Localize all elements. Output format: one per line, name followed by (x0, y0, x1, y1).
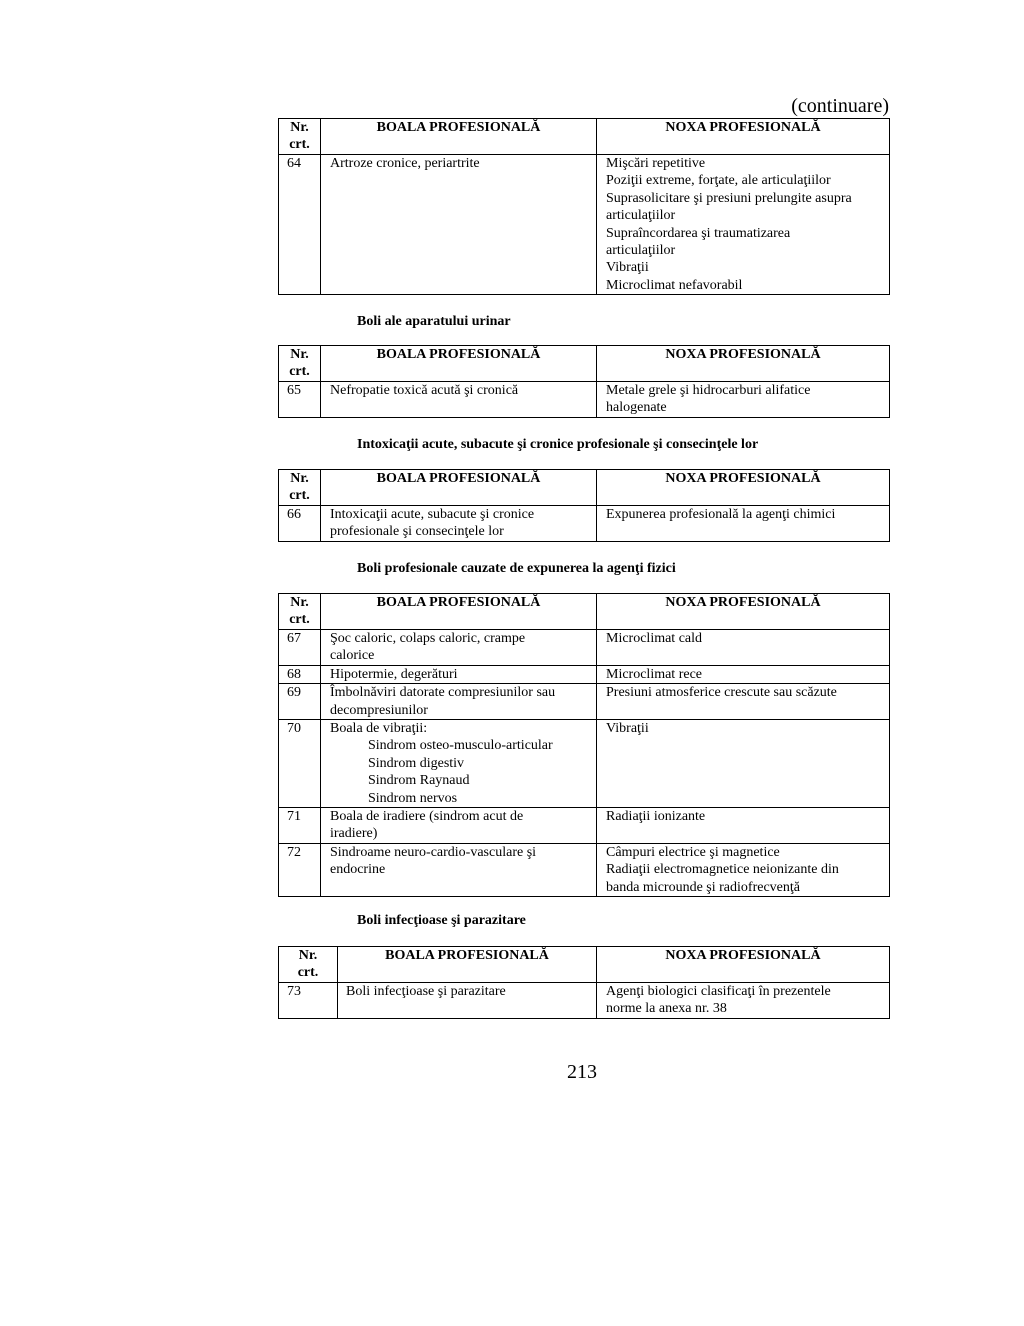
header-noxa: NOXA PROFESIONALĂ (597, 119, 890, 155)
noxa-cell: Metale grele şi hidrocarburi alifatice halogenate (597, 382, 890, 418)
noxa-cell: Radiaţii ionizante (597, 808, 890, 844)
boala-cell: Intoxicaţii acute, subacute şi cronice profesionale şi consecinţele lor (321, 506, 597, 542)
table-row (279, 630, 890, 666)
header-boala: BOALA PROFESIONALĂ (321, 346, 597, 382)
section-title-intoxicatii: Intoxicaţii acute, subacute şi cronice profesionale şi consecinţele lor (357, 437, 759, 452)
header-nr: Nr. crt. (279, 346, 321, 382)
table-header (279, 594, 890, 630)
continuation-label: (continuare) (791, 95, 889, 117)
table-row-64 (278, 118, 890, 295)
boala-cell: Boli infecţioase şi parazitare (338, 983, 597, 1019)
section-title-urinar: Boli ale aparatului urinar (357, 314, 511, 329)
header-nr: Nr. crt. (279, 594, 321, 630)
table-row (279, 808, 890, 844)
boala-cell: Sindroame neuro-cardio-vasculare şi endocrine (321, 843, 597, 896)
boala-cell: Boala de vibraţii: Sindrom osteo-musculo-articular Sindrom digestiv Sindrom Raynaud Sindrom nervos (321, 720, 597, 808)
header-boala: BOALA PROFESIONALĂ (338, 947, 597, 983)
header-nr: Nr. crt. (279, 470, 321, 506)
row-number: 70 (279, 720, 321, 808)
noxa-cell: Agenţi biologici clasificaţi în prezentele norme la anexa nr. 38 (597, 983, 890, 1019)
noxa-cell: Microclimat cald (597, 630, 890, 666)
table-header (279, 947, 890, 983)
table-row (279, 843, 890, 896)
table-row (279, 155, 890, 295)
row-number: 65 (279, 382, 321, 418)
section-title-agenti-fizici: Boli profesionale cauzate de expunerea la agenţi fizici (357, 561, 676, 576)
table-header (279, 346, 890, 382)
noxa-cell: Microclimat rece (597, 665, 890, 683)
table-row-66 (278, 469, 890, 542)
header-boala: BOALA PROFESIONALĂ (321, 594, 597, 630)
row-number: 64 (279, 155, 321, 295)
row-number: 68 (279, 665, 321, 683)
header-nr: Nr. crt. (279, 119, 321, 155)
row-number: 71 (279, 808, 321, 844)
section-title-infectioase: Boli infecţioase şi parazitare (357, 913, 526, 928)
boala-cell: Hipotermie, degerături (321, 665, 597, 683)
table-rows-67-72 (278, 593, 890, 897)
boala-cell: Artroze cronice, periartrite (321, 155, 597, 295)
header-noxa: NOXA PROFESIONALĂ (597, 470, 890, 506)
header-boala: BOALA PROFESIONALĂ (321, 119, 597, 155)
header-noxa: NOXA PROFESIONALĂ (597, 947, 890, 983)
table-header (279, 470, 890, 506)
row-number: 73 (279, 983, 338, 1019)
sub-item: Sindrom nervos (368, 790, 458, 806)
boala-cell: Îmbolnăviri datorate compresiunilor sau decompresiunilor (321, 684, 597, 720)
noxa-cell: Presiuni atmosferice crescute sau scăzute (597, 684, 890, 720)
sub-item: Sindrom Raynaud (368, 773, 470, 789)
row-number: 67 (279, 630, 321, 666)
boala-cell: Şoc caloric, colaps caloric, crampe calorice (321, 630, 597, 666)
row-number: 66 (279, 506, 321, 542)
boala-cell: Nefropatie toxică acută şi cronică (321, 382, 597, 418)
noxa-cell: Expunerea profesională la agenţi chimici (597, 506, 890, 542)
table-header (279, 119, 890, 155)
noxa-cell: Mişcări repetitive Poziţii extreme, forţate, ale articulaţiilor Suprasolicitare şi presiuni prelungite asupra articulaţiilor Supraîncordarea şi traumatizarea articulaţiilor Vibraţii Microclimat nefavorabil (597, 155, 890, 295)
table-row (279, 665, 890, 683)
table-row (279, 983, 890, 1019)
table-row-65 (278, 345, 890, 418)
row-number: 69 (279, 684, 321, 720)
header-nr: Nr. crt. (279, 947, 338, 983)
table-row (279, 382, 890, 418)
boala-cell: Boala de iradiere (sindrom acut de iradiere) (321, 808, 597, 844)
noxa-cell: Câmpuri electrice şi magnetice Radiaţii electromagnetice neionizante din banda microunde şi radiofrecvenţă (597, 843, 890, 896)
table-row-73 (278, 946, 890, 1019)
table-row (279, 684, 890, 720)
header-boala: BOALA PROFESIONALĂ (321, 470, 597, 506)
page-number: 213 (567, 1061, 597, 1083)
noxa-cell: Vibraţii (597, 720, 890, 808)
sub-item: Sindrom digestiv (368, 755, 465, 771)
table-row (279, 720, 890, 808)
table-row (279, 506, 890, 542)
sub-item: Sindrom osteo-musculo-articular (368, 738, 553, 754)
header-noxa: NOXA PROFESIONALĂ (597, 346, 890, 382)
header-noxa: NOXA PROFESIONALĂ (597, 594, 890, 630)
row-number: 72 (279, 843, 321, 896)
